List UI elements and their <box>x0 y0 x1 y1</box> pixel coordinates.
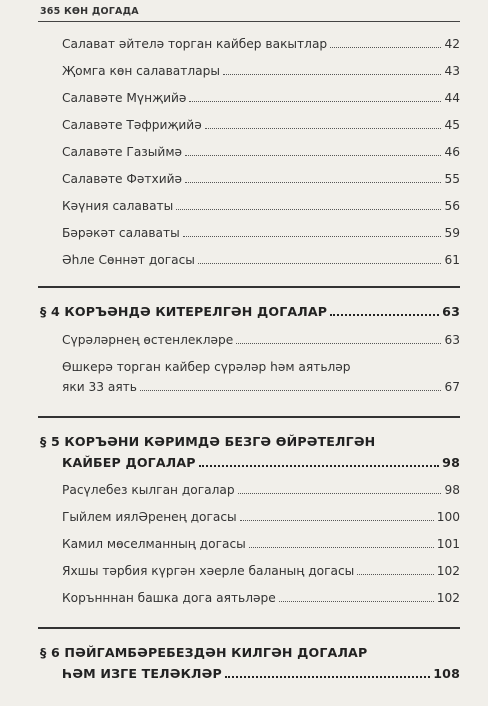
entry-page: 55 <box>444 172 460 186</box>
section-4-heading[interactable] <box>40 304 460 319</box>
header-rule <box>38 21 460 22</box>
toc-entry[interactable] <box>62 91 460 105</box>
section-5-heading-line1[interactable]: § 5 КОРЪӘНИ КӘРИМДӘ БЕЗГӘ ӨЙРӘТЕЛГӘН <box>40 434 376 449</box>
toc-entry[interactable] <box>62 537 460 551</box>
section-rule <box>38 627 460 629</box>
toc-entry[interactable] <box>62 118 460 132</box>
dot-leader <box>185 155 441 156</box>
dot-leader <box>205 128 442 129</box>
entry-title: Бәрәкәт салаваты <box>62 226 180 240</box>
section-page: 98 <box>442 455 460 470</box>
dot-leader <box>240 520 434 521</box>
dot-leader <box>249 547 434 548</box>
dot-leader <box>279 601 434 602</box>
dot-leader <box>357 574 433 575</box>
entry-title-line2: яки 33 аять <box>62 380 137 394</box>
dot-leader <box>189 101 441 102</box>
toc-entry[interactable] <box>62 591 460 605</box>
entry-title: Җомга көн салаватлары <box>62 64 220 78</box>
entry-page: 102 <box>436 564 460 578</box>
entry-title: Кәүния салаваты <box>62 199 174 213</box>
dot-leader <box>199 465 440 467</box>
dot-leader <box>183 236 442 237</box>
entry-title: Яхшы тәрбия күргән хәерле баланың догасы <box>62 564 355 578</box>
dot-leader <box>176 209 441 210</box>
toc-entry[interactable] <box>62 172 460 186</box>
entry-page: 63 <box>444 333 460 347</box>
toc-entry[interactable] <box>62 333 460 347</box>
dot-leader <box>330 314 439 316</box>
dot-leader <box>223 74 442 75</box>
toc-entry[interactable] <box>62 510 460 524</box>
dot-leader <box>236 343 441 344</box>
entry-title: Камил мөселманның догасы <box>62 537 246 551</box>
entry-title: Әһле Сөннәт догасы <box>62 253 195 267</box>
entry-title-line1[interactable]: Өшкерә торган кайбер сүрәләр һәм аятьләр <box>62 360 351 374</box>
entry-page: 45 <box>444 118 460 132</box>
entry-page: 56 <box>444 199 460 213</box>
toc-entry[interactable] <box>62 199 460 213</box>
running-head: 365 КӨН ДОГАДА <box>40 6 139 17</box>
entry-title: Корънннан башка дога аятьләре <box>62 591 276 605</box>
entry-page: 46 <box>444 145 460 159</box>
section-6-heading-line1[interactable]: § 6 ПӘЙГАМБӘРЕБЕЗДӘН КИЛГӘН ДОГАЛАР <box>40 645 368 660</box>
entry-title: Салавәте Фәтхийә <box>62 172 183 186</box>
section-5-heading[interactable] <box>62 455 460 470</box>
section-title-line2: ҺӘМ ИЗГЕ ТЕЛӘКЛӘР <box>62 666 222 681</box>
entry-page: 43 <box>444 64 460 78</box>
entry-title: Расүлебез кылган догалар <box>62 483 235 497</box>
dot-leader <box>225 676 430 678</box>
entry-page: 44 <box>444 91 460 105</box>
section-rule <box>38 416 460 418</box>
toc-entry[interactable] <box>62 226 460 240</box>
entry-page: 42 <box>444 37 460 51</box>
entry-page: 102 <box>436 591 460 605</box>
toc-entry[interactable] <box>62 380 460 394</box>
toc-entry[interactable] <box>62 37 460 51</box>
section-title: § 4 КОРЪӘНДӘ КИТЕРЕЛГӘН ДОГАЛАР <box>40 304 328 319</box>
dot-leader <box>238 493 442 494</box>
entry-page: 100 <box>436 510 460 524</box>
dot-leader <box>140 390 442 391</box>
dot-leader <box>330 47 441 48</box>
toc-entry[interactable] <box>62 64 460 78</box>
entry-title: Сүрәләрнең өстенлекләре <box>62 333 234 347</box>
dot-leader <box>198 263 442 264</box>
entry-title: Салават әйтелә торган кайбер вакытлар <box>62 37 328 51</box>
entry-page: 101 <box>436 537 460 551</box>
toc-entry[interactable] <box>62 253 460 267</box>
entry-page: 67 <box>444 380 460 394</box>
toc-entry[interactable] <box>62 564 460 578</box>
section-6-heading[interactable] <box>62 666 460 681</box>
section-rule <box>38 286 460 288</box>
section-page: 108 <box>433 666 460 681</box>
entry-page: 61 <box>444 253 460 267</box>
entry-title: Гыйлем иялӘренең догасы <box>62 510 237 524</box>
entry-title: Салавәте Тәфриҗийә <box>62 118 202 132</box>
dot-leader <box>185 182 441 183</box>
section-page: 63 <box>442 304 460 319</box>
entry-page: 98 <box>444 483 460 497</box>
toc-entry[interactable] <box>62 145 460 159</box>
entry-page: 59 <box>444 226 460 240</box>
entry-title: Салавәте Газыймә <box>62 145 183 159</box>
toc-entry[interactable] <box>62 483 460 497</box>
section-title-line2: КАЙБЕР ДОГАЛАР <box>62 455 196 470</box>
entry-title: Салавәте Мүнҗийә <box>62 91 187 105</box>
